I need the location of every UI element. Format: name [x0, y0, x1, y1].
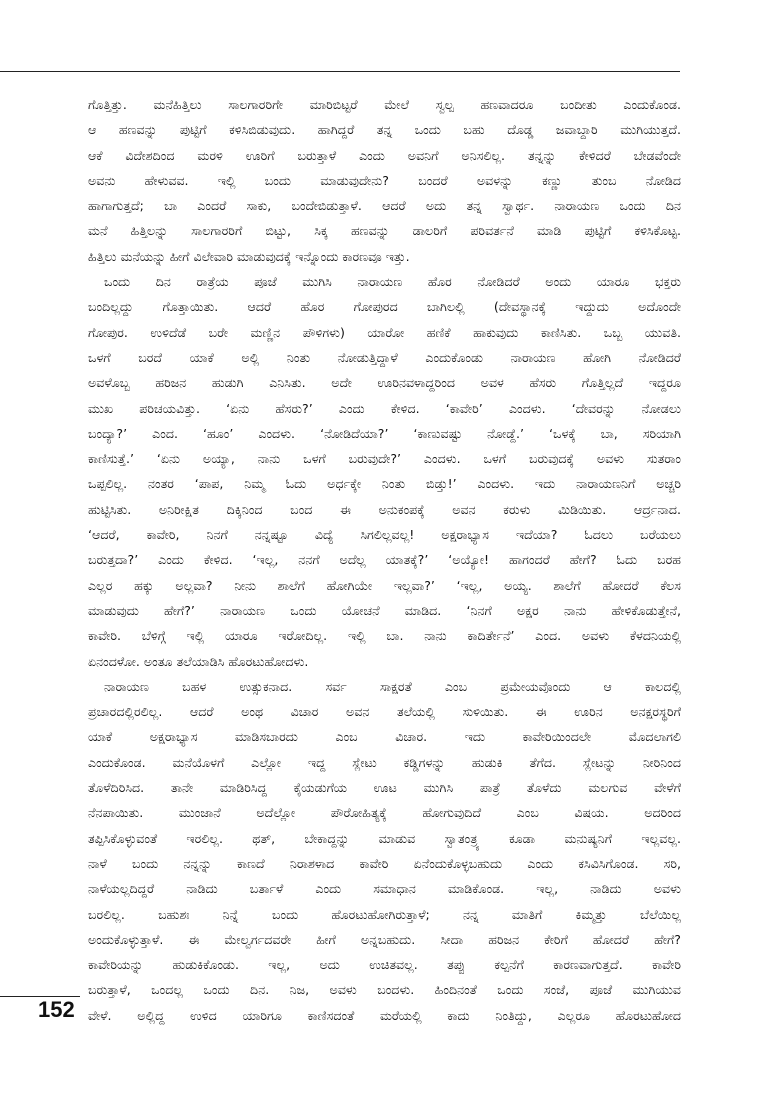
text-line: ಒಳಗೆ ಬರದೆ ಯಾಕೆ ಅಲ್ಲಿ ನಿಂತು ನೋಡುತ್ತಿದ್ದಾಳೆ ಎಂದುಕೊಂಡು ನಾರಾಯಣ ಹೋಗಿ ನೋಡಿದರೆ	[88, 349, 681, 365]
text-line: ಗೊತ್ತಿತ್ತು. ಮನೆಹಿತ್ತಿಲು ಸಾಲಗಾರರಿಗೇ ಮಾರಿಬಿಟ್ಟರೆ ಮೇಲೆ ಸ್ವಲ್ಪ ಹಣವಾದರೂ ಬಂದೀತು ಎಂದುಕೊಂಡ.	[88, 97, 681, 112]
text-line: ಬರುತ್ತಾಳೆ, ಒಂದಲ್ಲ ಒಂದು ದಿನ. ನಿಜ, ಅವಳು ಬಂದಳು. ಹಿಂದಿನಂತೆ ಒಂದು ಸಂಜೆ, ಪೂಜೆ ಮುಗಿಯುವ	[88, 982, 681, 998]
text-line: ಕಾವೇರಿಯನ್ನು ಹುಡುಕಿಕೊಂಡು. ಇಲ್ಲ, ಅದು ಉಚಿತವಲ್ಲ. ತಪ್ಪು ಕಲ್ಪನೆಗೆ ಕಾರಣವಾಗುತ್ತದೆ. ಕಾವೇರಿ	[88, 957, 681, 973]
text-line: ಬಂದಿಲ್ಲದ್ದು ಗೊತ್ತಾಯಿತು. ಆದರೆ ಹೊರ ಗೋಪುರದ ಬಾಗಿಲಲ್ಲಿ (ದೇವಸ್ಥಾನಕ್ಕೆ ಇದ್ದುದು ಅದೊಂದೇ	[88, 299, 681, 315]
text-line: ಆ ಹಣವನ್ನು ಪುಟ್ಟಿಗೆ ಕಳಿಸಿಬಿಡುವುದು. ಹಾಗಿದ್ದರೆ ತನ್ನ ಒಂದು ಬಹು ದೊಡ್ಡ ಜವಾಬ್ದಾರಿ ಮುಗಿಯುತ್ತದೆ.	[88, 122, 681, 138]
text-line: ಯಾಕೆ ಅಕ್ಷರಾಭ್ಯಾಸ ಮಾಡಿಸಬಾರದು ಎಂಬ ವಿಚಾರ. ಇದು ಕಾವೇರಿಯಿಂದಲೇ ಮೊದಲಾಗಲಿ	[88, 729, 681, 745]
text-line: ಕಾಣಿಸುತ್ತೆ.’ ‘ಏನು ಅಯ್ಯಾ, ನಾನು ಒಳಗೆ ಬರುವುದೇ?’ ಎಂದಳು. ಒಳಗೆ ಬರುವುದಕ್ಕೆ ಅವಳು ಸುತರಾಂ	[88, 451, 681, 467]
text-line: ನಾರಾಯಣ ಬಹಳ ಉತ್ಸುಕನಾದ. ಸರ್ವ ಸಾಕ್ಷರತೆ ಎಂಬ ಪ್ರಮೇಯವೊಂದು ಆ ಕಾಲದಲ್ಲಿ	[104, 678, 681, 694]
text-line: ನಾಳೆಯಲ್ಲದಿದ್ದರೆ ನಾಡಿದು ಬರ್ತಾಳೆ ಎಂದು ಸಮಾಧಾನ ಮಾಡಿಕೊಂಡ. ಇಲ್ಲ, ನಾಡಿದು ಅವಳು	[88, 881, 681, 897]
text-line: ಬಂದ್ಯಾ?’ ಎಂದ. ‘ಹೂಂ’ ಎಂದಳು. ‘ನೋಡಿದೆಯಾ?’ ‘ಕಾಣುವಷ್ಟು ನೋಡ್ದೆ.’ ‘ಒಳಕ್ಕೆ ಬಾ, ಸರಿಯಾಗಿ	[88, 425, 681, 441]
text-line: ಹಿತ್ತಿಲು ಮನೆಯನ್ನು ಹೀಗೆ ವಿಲೇವಾರಿ ಮಾಡುವುದಕ್ಕೆ ಇನ್ನೊಂದು ಕಾರಣವೂ ಇತ್ತು.	[88, 248, 410, 264]
text-line: ಹುಟ್ಟಿಸಿತು. ಅನಿರೀಕ್ಷಿತ ದಿಕ್ಕಿನಿಂದ ಬಂದ ಈ ಅನುಕಂಪಕ್ಕೆ ಅವನ ಕರುಳು ಮಿಡಿಯಿತು. ಆರ್ದ್ರನಾದ.	[88, 501, 681, 517]
text-line: ಗೋಪುರ. ಉಳಿದೆಡೆ ಬರೇ ಮಣ್ಣಿನ ಪೌಳಿಗಳು) ಯಾರೋ ಹಣಿಕೆ ಹಾಕುವುದು ಕಾಣಿಸಿತು. ಒಬ್ಬ ಯುವತಿ.	[88, 324, 681, 340]
text-line: ಒಂದು ದಿನ ರಾತ್ರೆಯ ಪೂಜೆ ಮುಗಿಸಿ ನಾರಾಯಣ ಹೊರ ನೋಡಿದರೆ ಅಂದು ಯಾರೂ ಭಕ್ತರು	[104, 274, 681, 290]
text-line: ನಾಳೆ ಬಂದು ನನ್ನನ್ನು ಕಾಣದೆ ನಿರಾಶಳಾದ ಕಾವೇರಿ ಏನೆಂದುಕೊಳ್ಳಬಹುದು ಎಂದು ಕಸಿವಿಸಿಗೊಂಡ. ಸರಿ,	[88, 855, 681, 871]
text-line: ಬರುತ್ತದಾ?’ ಎಂದು ಕೇಳಿದ. ‘ಇಲ್ಲ, ನನಗೆ ಅದೆಲ್ಲ ಯಾತಕ್ಕೆ?’ ‘ಅಯ್ಯೋ! ಹಾಗಂದರೆ ಹೇಗೆ? ಓದು ಬರಹ	[88, 552, 681, 568]
text-line: ಕಾವೇರಿ. ಬೆಳಿಗ್ಗೆ ಇಲ್ಲಿ ಯಾರೂ ಇರೋದಿಲ್ಲ. ಇಲ್ಲಿ ಬಾ. ನಾನು ಕಾದಿರ್ತೇನೆ’ ಎಂದ. ಅವಳು ಕೆಳದನಿಯಲ್ಲಿ	[88, 628, 681, 644]
text-line: ಅವಳೊಬ್ಬ ಹರಿಜನ ಹುಡುಗಿ ಎನಿಸಿತು. ಅದೇ ಊರಿನವಳಾದ್ದರಿಂದ ಅವಳ ಹೆಸರು ಗೊತ್ತಿಲ್ಲದೆ ಇದ್ದರೂ	[88, 375, 681, 391]
text-line: ಎಂದುಕೊಂಡ. ಮನೆಯೊಳಗೆ ಎಲ್ಲೋ ಇದ್ದ ಸ್ಲೇಟು ಕಡ್ಡಿಗಳನ್ನು ಹುಡುಕಿ ತೆಗೆದ. ಸ್ಲೇಟನ್ನು ನೀರಿನಿಂದ	[88, 754, 681, 770]
text-line: ‘ಆದರೆ, ಕಾವೇರಿ, ನಿನಗೆ ನನ್ನಷ್ಟೂ ವಿದ್ಯೆ ಸಿಗಲಿಲ್ಲವಲ್ಲ! ಅಕ್ಷರಾಭ್ಯಾಸ ಇದೆಯಾ? ಓದಲು ಬರೆಯಲು	[88, 527, 681, 543]
text-line: ತಪ್ಪಿಸಿಕೊಳ್ಳುವಂತೆ ಇರಲಿಲ್ಲ. ಥತ್, ಬೇಕಾದ್ದನ್ನು ಮಾಡುವ ಸ್ವಾತಂತ್ರ್ಯ ಕೂಡಾ ಮನುಷ್ಯನಿಗೆ ಇಲ್ಲವಲ್ಲ.	[88, 830, 681, 846]
text-line: ವೇಳೆ. ಅಲ್ಲಿದ್ದ ಉಳಿದ ಯಾರಿಗೂ ಕಾಣಿಸದಂತೆ ಮರೆಯಲ್ಲಿ ಕಾದು ನಿಂತಿದ್ದು, ಎಲ್ಲರೂ ಹೊರಟುಹೋದ	[88, 1007, 681, 1023]
text-line: ತೊಳೆದಿರಿಸಿದ. ತಾನೇ ಮಾಡಿರಿಸಿದ್ದ ಕೈಯಡುಗೆಯ ಊಟ ಮುಗಿಸಿ ಪಾತ್ರೆ ತೊಳೆದು ಮಲಗುವ ವೇಳೆಗೆ	[88, 780, 681, 796]
text-line: ಒಪ್ಪಲಿಲ್ಲ. ನಂತರ ‘ಪಾಪ, ನಿಮ್ಮ ಓದು ಅರ್ಧಕ್ಕೇ ನಿಂತು ಬಿಡ್ತು!’ ಎಂದಳು. ಇದು ನಾರಾಯಣನಿಗೆ ಅಚ್ಚರಿ	[88, 476, 681, 492]
text-line: ಏನಂದಳೋ. ಅಂತೂ ತಲೆಯಾಡಿಸಿ ಹೊರಟುಹೋದಳು.	[88, 653, 309, 669]
text-line: ಆಕೆ ವಿದೇಶದಿಂದ ಮರಳಿ ಊರಿಗೆ ಬರುತ್ತಾಳೆ ಎಂದು ಅವನಿಗೆ ಅನಿಸಲಿಲ್ಲ. ತನ್ನನ್ನು ಕೇಳಿದರೆ ಬೇಡವೆಂದೇ	[88, 147, 681, 163]
header-rule	[0, 71, 680, 72]
text-line: ಹಾಗಾಗುತ್ತದೆ; ಬಾ ಎಂದರೆ ಸಾಕು, ಬಂದೇಬಿಡುತ್ತಾಳೆ. ಆದರೆ ಅದು ತನ್ನ ಸ್ವಾರ್ಥ. ನಾರಾಯಣ ಒಂದು ದಿನ	[88, 198, 681, 214]
text-line: ಅಂದುಕೊಳ್ಳುತ್ತಾಳೆ. ಈ ಮೇಲ್ವರ್ಗದವರೇ ಹೀಗೆ ಅನ್ನಬಹುದು. ಸೀದಾ ಹರಿಜನ ಕೇರಿಗೆ ಹೋದರೆ ಹೇಗೆ?	[88, 931, 681, 947]
text-line: ನೆನಪಾಯಿತು. ಮುಂಜಾನೆ ಅದೆಲ್ಲೋ ಪೌರೋಹಿತ್ಯಕ್ಕೆ ಹೋಗುವುದಿದೆ ಎಂಬ ವಿಷಯ. ಅದರಿಂದ	[88, 805, 681, 821]
text-line: ಮನೆ ಹಿತ್ತಿಲನ್ನು ಸಾಲಗಾರರಿಗೆ ಬಿಟ್ಟು, ಸಿಕ್ಕ ಹಣವನ್ನು ಡಾಲರಿಗೆ ಪರಿವರ್ತನೆ ಮಾಡಿ ಪುಟ್ಟಿಗೆ ಕಳಿಸಿಕೊಟ್ಟ.	[88, 223, 681, 239]
text-line: ಮುಖ ಪರಿಚಯವಿತ್ತು. ‘ಏನು ಹೆಸರು?’ ಎಂದು ಕೇಳಿದ. ‘ಕಾವೇರಿ’ ಎಂದಳು. ‘ದೇವರನ್ನು ನೋಡಲು	[88, 400, 681, 416]
text-line: ಅವನು ಹೇಳುವವ. ಇಲ್ಲಿ ಬಂದು ಮಾಡುವುದೇನು? ಬಂದರೆ ಅವಳನ್ನು ಕಣ್ಣು ತುಂಬ ನೋಡಿದ	[88, 172, 681, 188]
text-line: ಬರಲಿಲ್ಲ. ಬಹುಶಃ ನಿನ್ನೆ ಬಂದು ಹೊರಟುಹೋಗಿರುತ್ತಾಳೆ; ನನ್ನ ಮಾತಿಗೆ ಕಿಮ್ಮತ್ತು ಬೆಲೆಯಿಲ್ಲ	[88, 906, 681, 922]
text-line: ಎಲ್ಲರ ಹಕ್ಕು ಅಲ್ಲವಾ? ನೀನು ಶಾಲೆಗೆ ಹೋಗಿಯೇ ಇಲ್ಲವಾ?’ ‘ಇಲ್ಲ, ಅಯ್ಯ. ಶಾಲೆಗೆ ಹೋದರೆ ಕೆಲಸ	[88, 577, 681, 593]
text-line: ಮಾಡುವುದು ಹೇಗೆ?’ ನಾರಾಯಣ ಒಂದು ಯೋಚನೆ ಮಾಡಿದ. ‘ನಿನಗೆ ಅಕ್ಷರ ನಾನು ಹೇಳಿಕೊಡುತ್ತೇನೆ,	[88, 602, 681, 618]
text-line: ಪ್ರಚಾರದಲ್ಲಿರಲಿಲ್ಲ. ಆದರೆ ಅಂಥ ವಿಚಾರ ಅವನ ತಲೆಯಲ್ಲಿ ಸುಳಿಯಿತು. ಈ ಊರಿನ ಅನಕ್ಷರಸ್ಥರಿಗೆ	[88, 704, 681, 720]
page-number: 152	[38, 997, 75, 1022]
body-text	[88, 92, 681, 1028]
